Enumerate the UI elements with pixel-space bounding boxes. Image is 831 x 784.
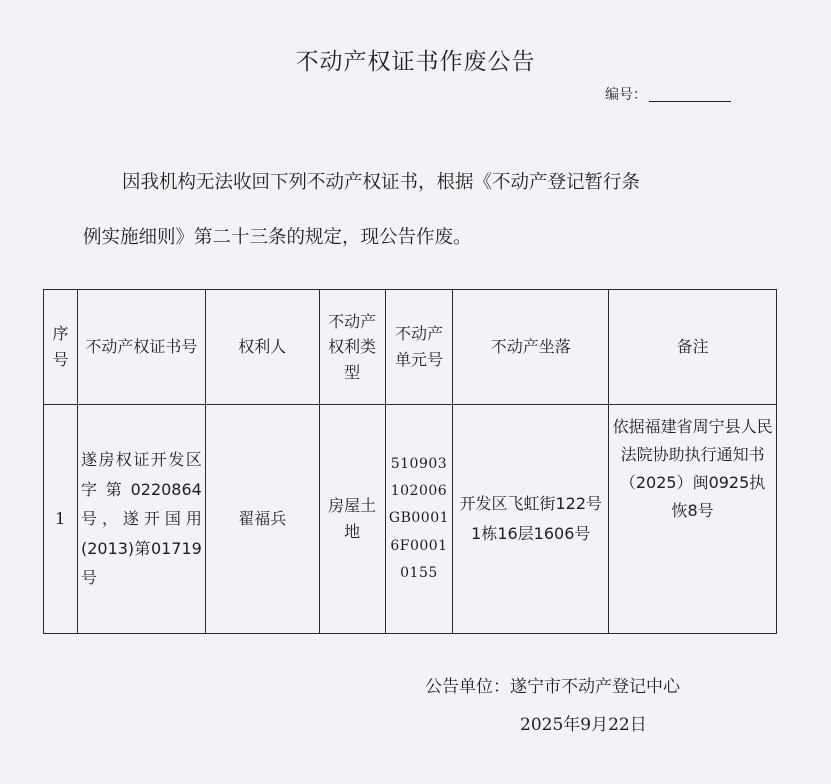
cell-cert-no: 遂房权证开发区字第0220864号，遂开国用(2013)第01719号 [77,405,205,634]
issue-date: 2025年9月22日 [520,715,647,735]
table-header-row [44,290,777,405]
header-cert-no: 不动产权证书号 [77,290,205,405]
number-label: 编号： [605,87,647,103]
cell-unit-no: 510903102006GB00016F00010155 [385,405,453,634]
header-holder: 权利人 [205,290,319,405]
header-right-type: 不动产权利类型 [319,290,385,405]
header-seq: 序号 [44,290,78,405]
certificate-table [43,289,777,634]
number-field [605,84,731,104]
header-unit-no: 不动产单元号 [385,290,453,405]
header-remark: 备注 [609,290,777,405]
header-location: 不动产坐落 [453,290,609,405]
cell-location: 开发区飞虹街122号1栋16层1606号 [453,405,609,634]
number-blank [649,101,731,102]
page-title: 不动产权证书作废公告 [295,49,536,75]
body-line-2: 例实施细则》第二十三条的规定，现公告作废。 [83,227,472,248]
table-row [44,405,777,634]
cell-seq: 1 [44,405,78,634]
cell-remark: 依据福建省周宁县人民法院协助执行通知书（2025）闽0925执恢8号 [609,405,777,634]
cell-right-type: 房屋土地 [319,405,385,634]
issuing-unit: 公告单位：遂宁市不动产登记中心 [425,677,680,697]
cell-holder: 翟福兵 [205,405,319,634]
body-line-1: 因我机构无法收回下列不动产权证书，根据《不动产登记暂行条 [122,172,641,193]
